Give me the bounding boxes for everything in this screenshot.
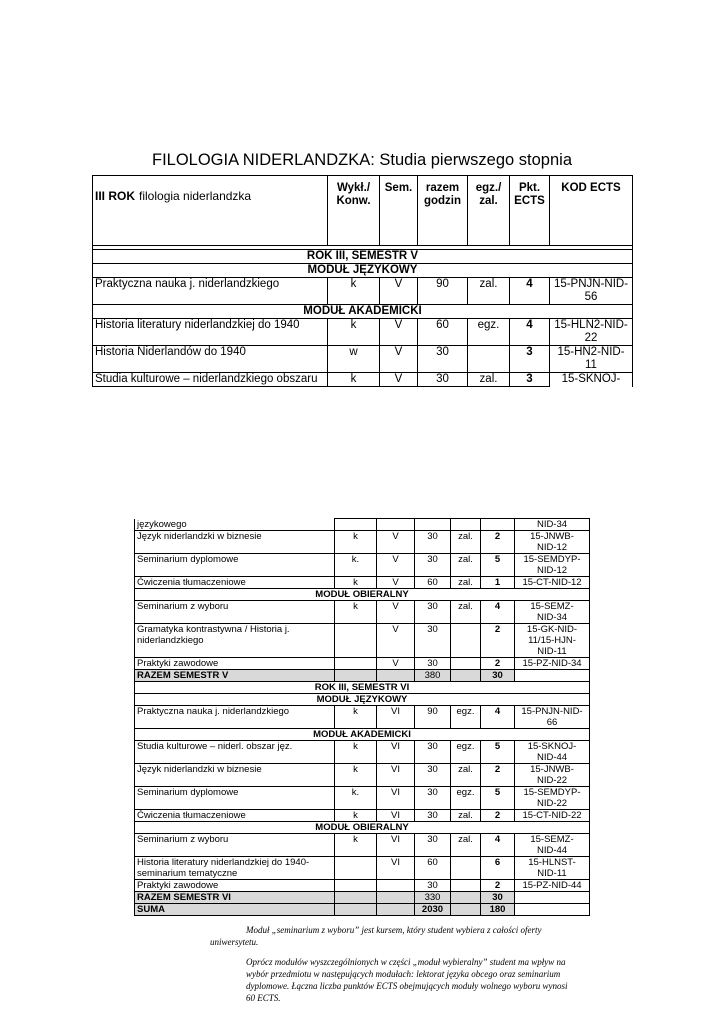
table-row: Seminarium z wyboru k V 30 zal. 4 15-SEMZ- NID-34 [135,601,590,624]
ects-code: 15-HN2-NID- 11 [550,346,633,373]
page-title: FILOLOGIA NIDERLANDZKA: Studia pierwszego stopnia [151,151,572,169]
table-row: Historia Niderlandów do 1940 w V 30 3 15-HN2-NID- 11 [93,346,633,373]
table-row: Historia literatury niderlandzkiej do 1940 k V 60 egz. 4 15-HLN2-NID- 22 [93,319,633,346]
module-heading: MODUŁ JĘZYKOWY [93,264,633,278]
table-row: Seminarium dyplomowe k. V 30 zal. 5 15-SEMDYP- NID-12 [135,554,590,577]
course-name: Historia literatury niderlandzkiej do 1940 [93,319,328,346]
course-name: Studia kulturowe – niderlandzkiego obszaru [93,373,328,387]
header-year: III ROK filologia niderlandzka [93,176,328,246]
module-heading: MODUŁ AKADEMICKI [93,305,633,319]
module-heading: MODUŁ OBIERALNY [135,589,590,601]
footnote-seminar: Moduł „seminarium z wyboru” jest kursem, który student wybiera z całości oferty uniwersytetu. [210,925,542,947]
table-row: Język niderlandzki w biznesie k VI 30 zal. 2 15-JNWB- NID-22 [135,764,590,787]
semester-heading: ROK III, SEMESTR V [93,250,633,264]
header-code: KOD ECTS [550,176,633,246]
semester-total-row: RAZEM SEMESTR VI 330 30 [135,892,590,904]
module-heading: MODUŁ OBIERALNY [135,822,590,834]
table-row: Seminarium z wyboru k VI 30 zal. 4 15-SEMZ- NID-44 [135,834,590,857]
ects-code: 15-SKNOJ- [550,373,633,387]
table-row: Praktyki zawodowe V 30 2 15-PZ-NID-34 [135,658,590,670]
module-heading: MODUŁ AKADEMICKI [135,729,590,741]
course-name: Historia Niderlandów do 1940 [93,346,328,373]
header-sem: Sem. [380,176,418,246]
semester-total-row: RAZEM SEMESTR V 380 30 [135,670,590,682]
table-row: językowego NID-34 [135,519,590,531]
table-row: Studia kulturowe – niderlandzkiego obszaru k V 30 zal. 3 15-SKNOJ- [93,373,633,387]
header-ects: Pkt. ECTS [510,176,550,246]
semester-heading: ROK III, SEMESTR VI [135,682,590,694]
grand-total-row: SUMA 2030 180 [135,904,590,916]
ects-code: 15-HLN2-NID- 22 [550,319,633,346]
footnote-elective: Oprócz modułów wyszczególnionych w części „moduł wybieralny” student ma wpływ na wybór przedmiotu w następujących modułach: lektorat języka obcego oraz seminarium dyplomowe. Łączna liczba punktów ECTS obejmujących moduły wolnego wyboru wynosi 60 ECTS. [246,957,568,1003]
table-row: Praktyczna nauka j. niderlandzkiego k V 90 zal. 4 15-PNJN-NID- 56 [93,278,633,305]
table-row: Ćwiczenia tłumaczeniowe k VI 30 zal. 2 15-CT-NID-22 [135,810,590,822]
ects-code: 15-PNJN-NID- 56 [550,278,633,305]
curriculum-table-part2 [134,518,590,916]
table-row: Gramatyka kontrastywna / Historia j. niderlandzkiego V 30 2 15-GK-NID- 11/15-HJN- NID-11 [135,624,590,658]
header-exam: egz./ zal. [468,176,510,246]
header-type: Wykł./ Konw. [328,176,380,246]
table-row: Ćwiczenia tłumaczeniowe k V 60 zal. 1 15-CT-NID-12 [135,577,590,589]
header-hours: razem godzin [418,176,468,246]
table-row: Praktyki zawodowe 30 2 15-PZ-NID-44 [135,880,590,892]
course-name: Praktyczna nauka j. niderlandzkiego [93,278,328,305]
table-row: Seminarium dyplomowe k. VI 30 egz. 5 15-SEMDYP- NID-22 [135,787,590,810]
table-header-row [93,176,633,246]
table-row: Język niderlandzki w biznesie k V 30 zal. 2 15-JNWB- NID-12 [135,531,590,554]
table-row: Studia kulturowe – niderl. obszar jęz. k VI 30 egz. 5 15-SKNOJ- NID-44 [135,741,590,764]
module-heading: MODUŁ JĘZYKOWY [135,694,590,706]
curriculum-table-part1 [92,175,633,387]
table-row: Praktyczna nauka j. niderlandzkiego k VI 90 egz. 4 15-PNJN-NID- 66 [135,706,590,729]
table-row: Historia literatury niderlandzkiej do 1940- seminarium tematyczne VI 60 6 15-HLNST- NID-11 [135,857,590,880]
